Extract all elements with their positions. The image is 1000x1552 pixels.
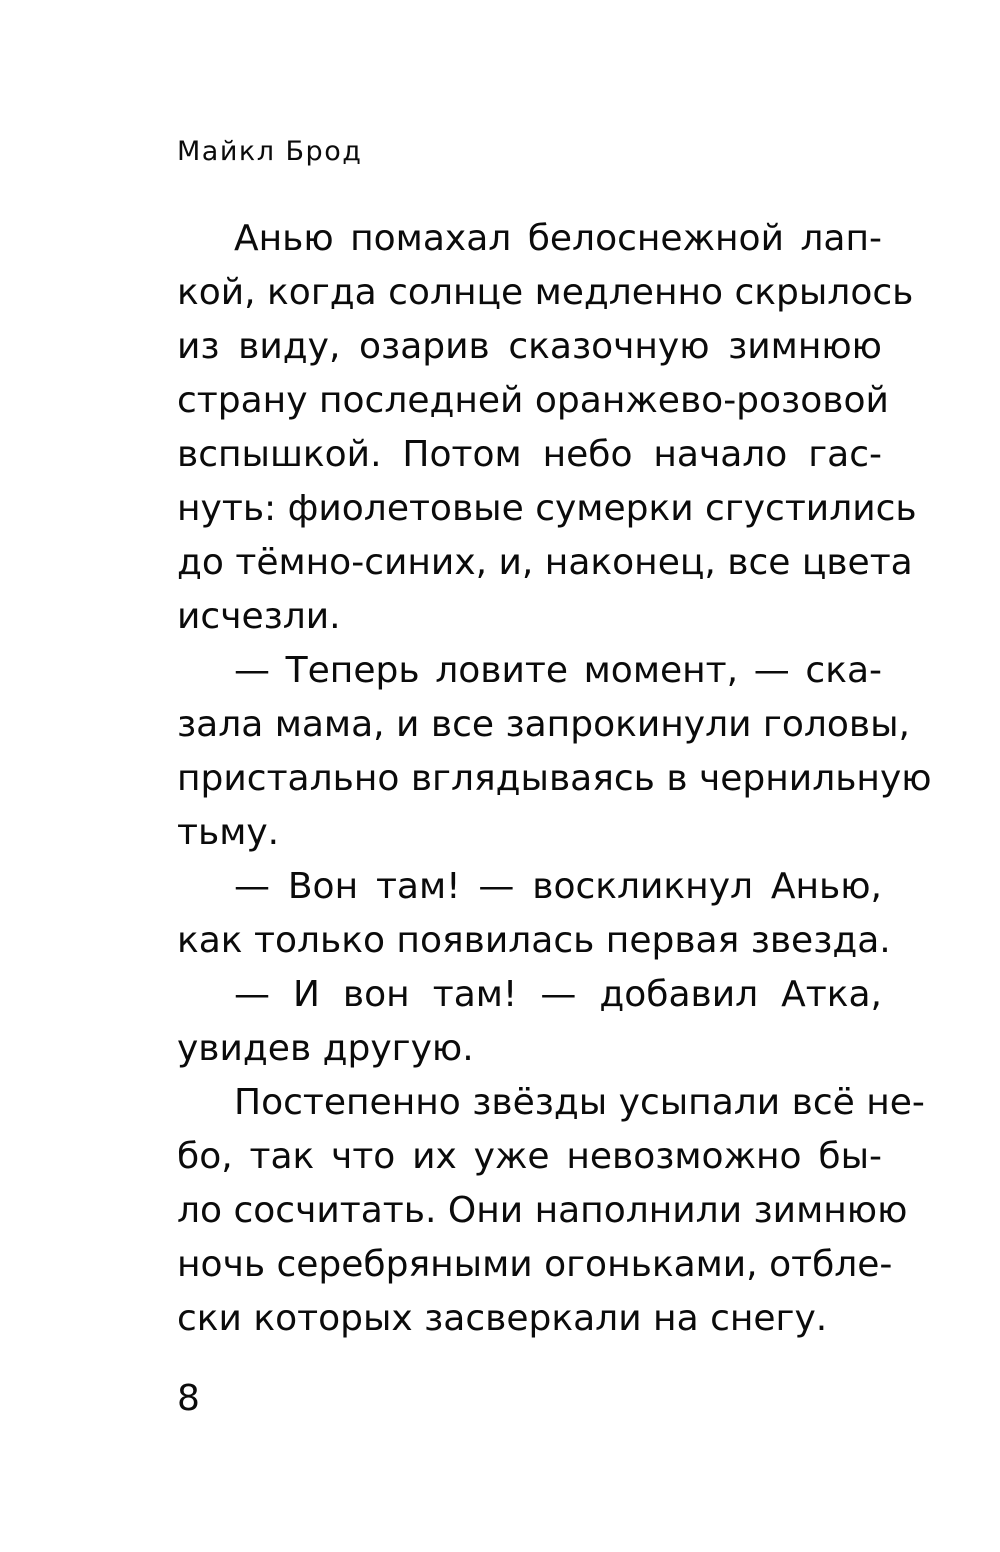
text-line: Постепенно звёзды усыпали всё не- [234, 1082, 925, 1123]
text-line: ночь серебряными огоньками, отбле- [177, 1244, 893, 1285]
text-line: Анью помахал белоснежной лап- [234, 218, 882, 259]
text-line: из виду, озарив сказочную зимнюю [177, 326, 882, 367]
text-line: увидев другую. [177, 1028, 474, 1069]
running-header-author: Майкл Брод [177, 136, 363, 167]
text-line: как только появилась первая звезда. [177, 920, 891, 961]
text-line: — Вон там! — воскликнул Анью, [234, 866, 882, 907]
text-line: ски которых засверкали на снегу. [177, 1298, 828, 1339]
text-line: — Теперь ловите момент, — ска- [234, 650, 882, 691]
text-line: вспышкой. Потом небо начало гас- [177, 434, 882, 475]
text-line: тьму. [177, 812, 280, 853]
text-line: до тёмно-синих, и, наконец, все цвета [177, 542, 913, 583]
text-line: зала мама, и все запрокинули головы, [177, 704, 910, 745]
text-line: нуть: фиолетовые сумерки сгустились [177, 488, 917, 529]
text-line: кой, когда солнце медленно скрылось [177, 272, 914, 313]
text-line: бо, так что их уже невозможно бы- [177, 1136, 882, 1177]
body-text [177, 212, 932, 1346]
page-number: 8 [177, 1378, 200, 1419]
text-line: ло сосчитать. Они наполнили зимнюю [177, 1190, 908, 1231]
text-line: страну последней оранжево-розовой [177, 380, 889, 421]
text-line: исчезли. [177, 596, 341, 637]
text-line: пристально вглядываясь в чернильную [177, 758, 932, 799]
text-line: — И вон там! — добавил Атка, [234, 974, 882, 1015]
